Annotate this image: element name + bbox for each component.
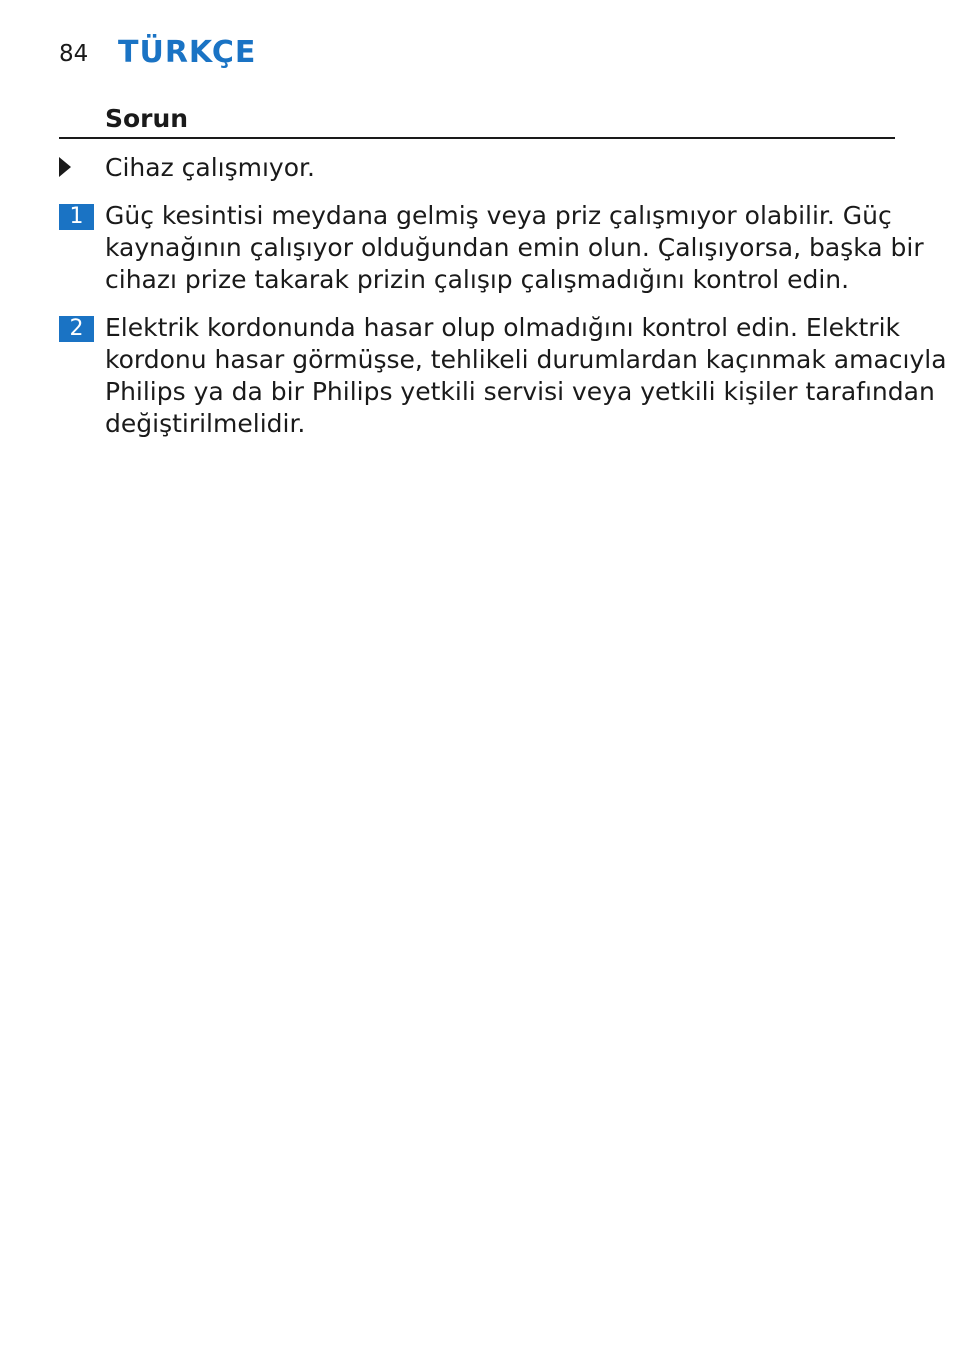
step-text-line: kordonu hasar görmüşse, tehlikeli durumlardan kaçınmak amacıyla: [105, 345, 947, 374]
step-text: [105, 312, 947, 440]
problem-text: Cihaz çalışmıyor.: [105, 153, 315, 182]
page-number: 84: [59, 41, 89, 67]
heading-divider: [59, 137, 895, 139]
triangle-bullet-icon: [59, 157, 71, 177]
step-text: [105, 200, 924, 296]
step-text-line: Güç kesintisi meydana gelmiş veya priz çalışmıyor olabilir. Güç: [105, 201, 892, 230]
step-number-badge: 2: [59, 316, 94, 342]
step-text-line: Elektrik kordonunda hasar olup olmadığını kontrol edin. Elektrik: [105, 313, 901, 342]
step-number-badge: 1: [59, 204, 94, 230]
section-heading: Sorun: [105, 104, 189, 133]
step-text-line: Philips ya da bir Philips yetkili servisi veya yetkili kişiler tarafından: [105, 377, 935, 406]
step-text-line: kaynağının çalışıyor olduğundan emin olun. Çalışıyorsa, başka bir: [105, 233, 924, 262]
step-text-line: değiştirilmelidir.: [105, 409, 306, 438]
step-text-line: cihazı prize takarak prizin çalışıp çalışmadığını kontrol edin.: [105, 265, 850, 294]
language-title: TÜRKÇE: [118, 35, 257, 70]
